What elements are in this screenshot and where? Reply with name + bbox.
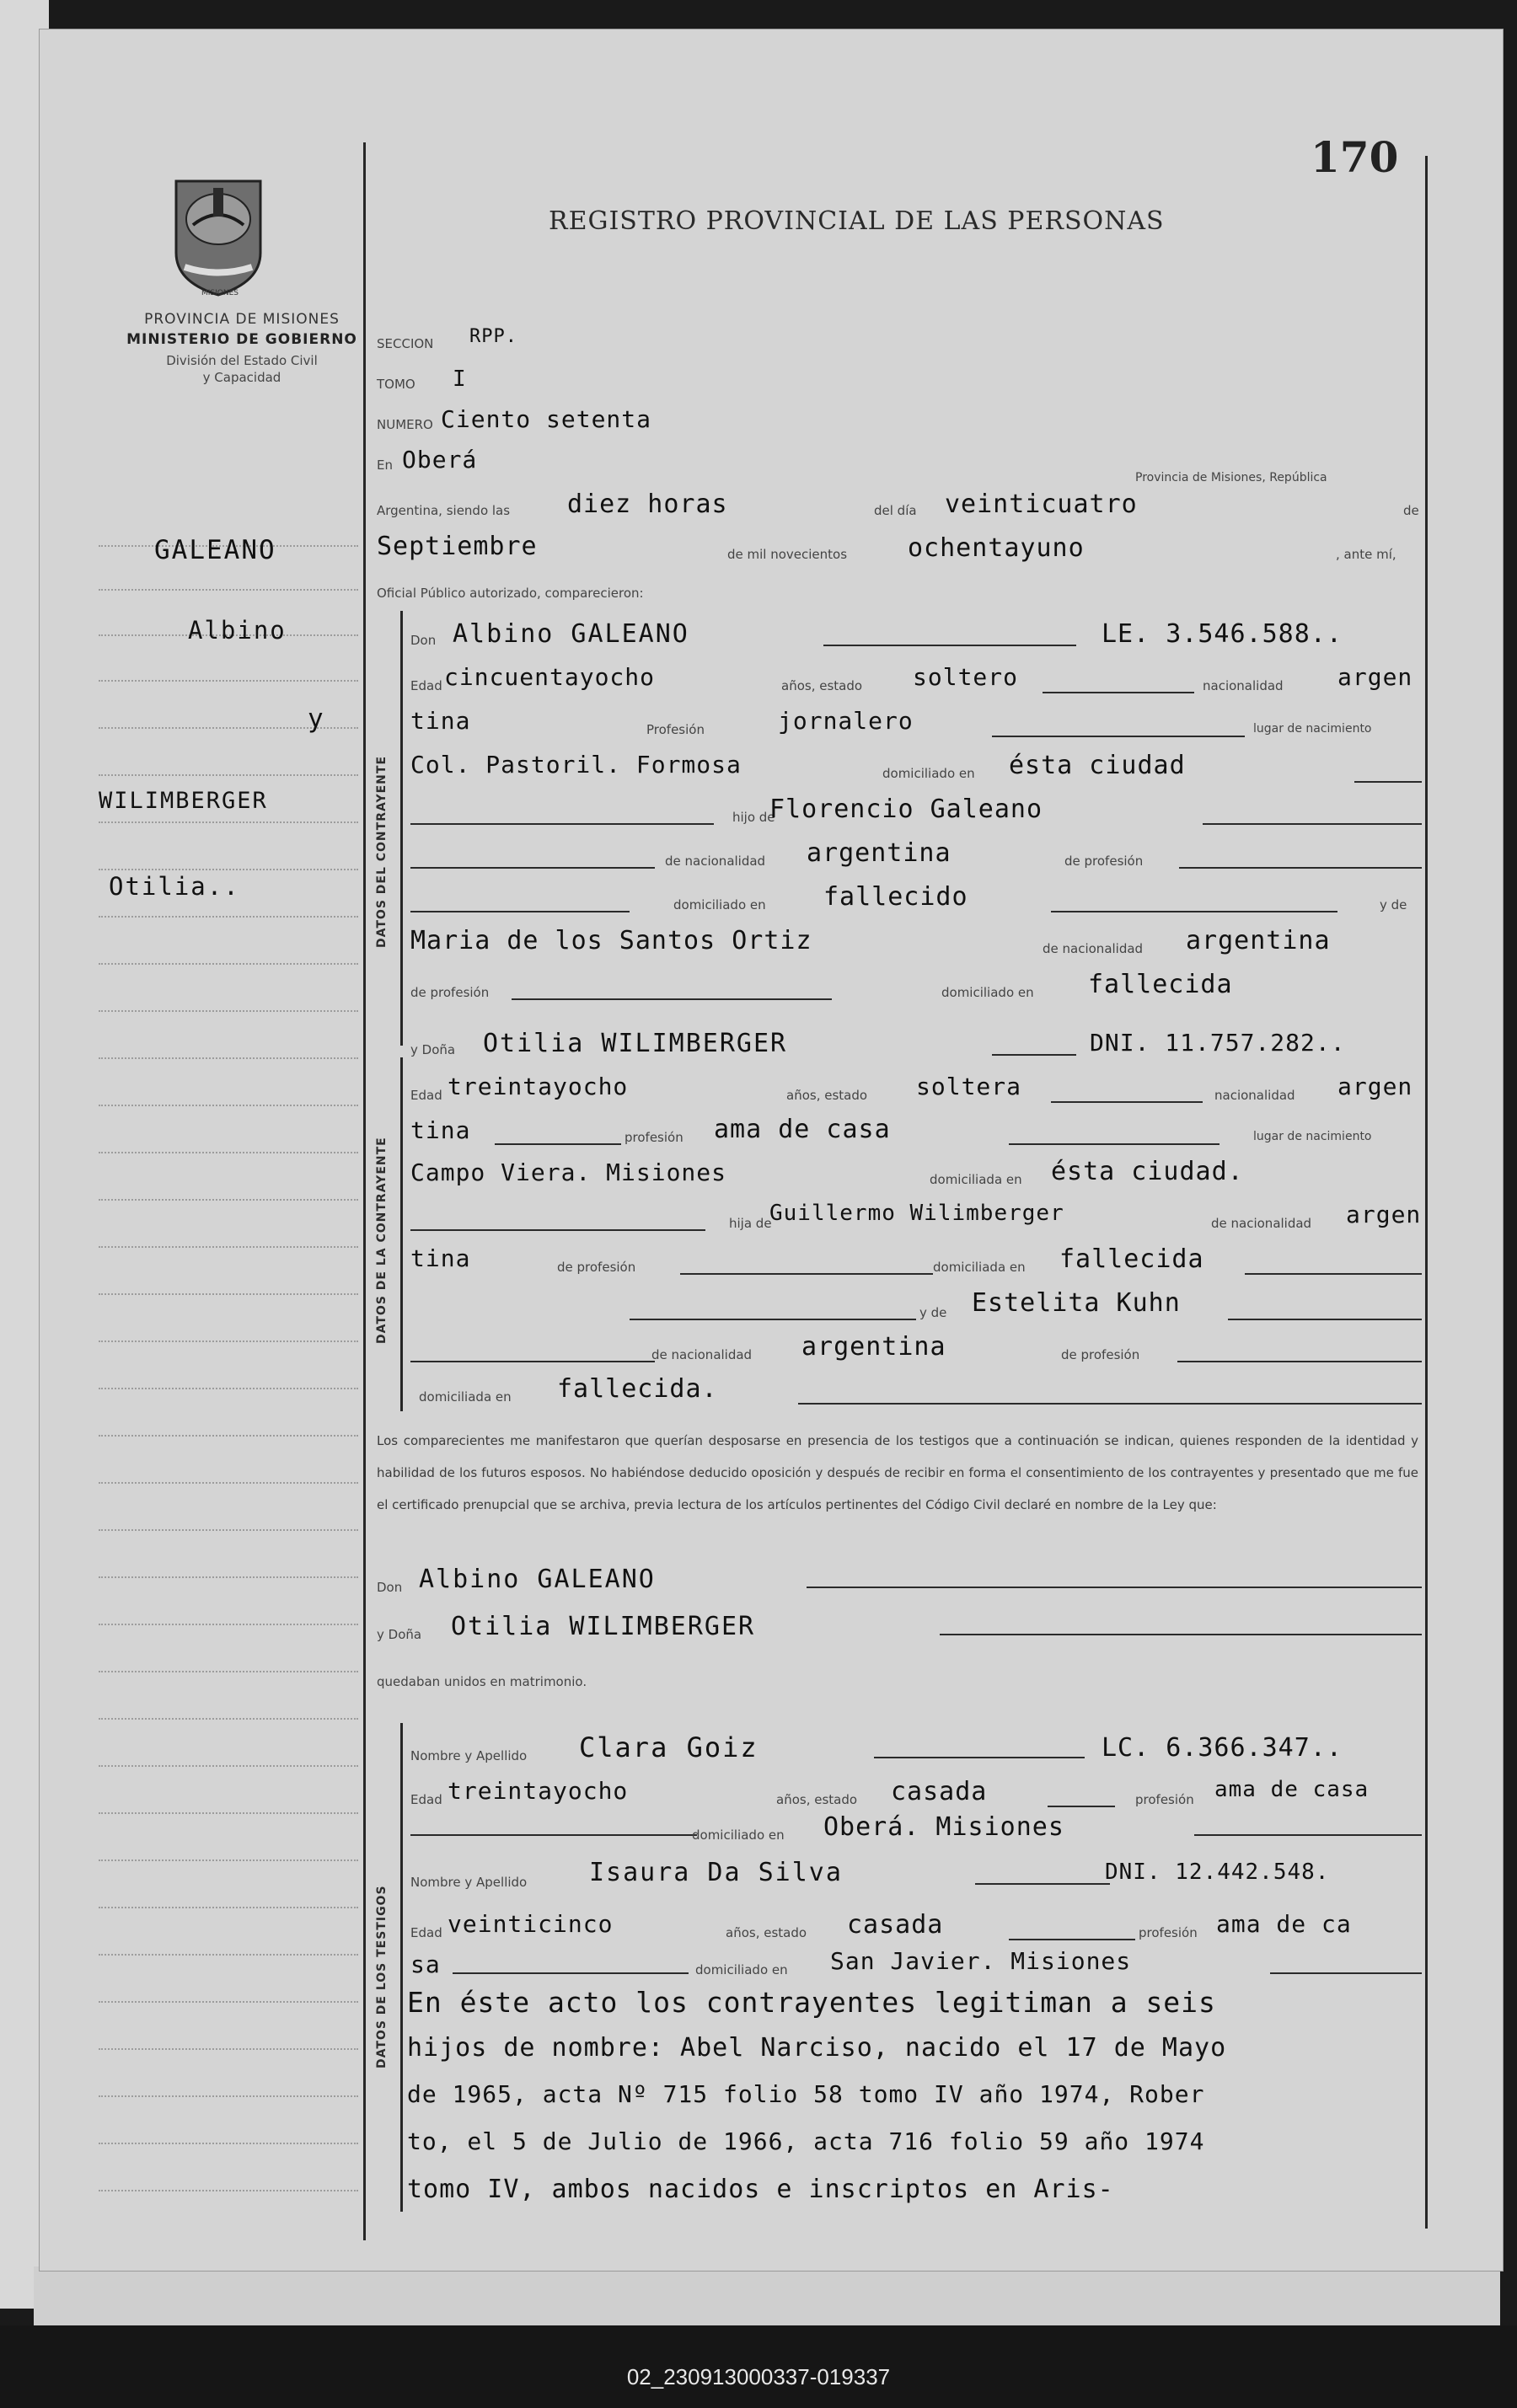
margin-surname: GALEANO (154, 535, 276, 565)
de-mil-label: de mil novecientos (727, 547, 848, 562)
edad-label: Edad (410, 678, 442, 693)
padre-dom-label-2: domiciliada en (933, 1260, 1026, 1275)
de-label: de (1403, 503, 1419, 518)
narrative-line: En éste acto los contrayentes legitiman a seis (407, 1986, 1216, 2019)
coat-of-arms-seal-icon (168, 173, 269, 299)
narrative-line: tomo IV, ambos nacidos e inscriptos en Aris- (407, 2175, 1114, 2204)
dia-value: veinticuatro (945, 490, 1138, 519)
anios-estado-label: años, estado (781, 678, 863, 693)
line (798, 1403, 1422, 1405)
line (807, 1587, 1422, 1588)
contrayenta-padre: Guillermo Wilimberger (769, 1201, 1064, 1226)
seal-caption: MISIONES (201, 289, 239, 297)
t2-name: Isaura Da Silva (589, 1858, 843, 1887)
contrayenta-madre-dom: fallecida. (557, 1374, 718, 1404)
contrayenta-padre-nac: argen (1346, 1201, 1422, 1228)
t1-label: Nombre y Apellido (410, 1748, 528, 1763)
contrayente-name: Albino GALEANO (453, 619, 689, 649)
hijo-label: hijo de (732, 810, 775, 825)
domicilio-label: domiciliado en (882, 766, 975, 781)
nacionalidad-label-2: nacionalidad (1214, 1088, 1295, 1103)
madre-nac: argentina (1186, 926, 1331, 955)
contrayenta-bracket (400, 1057, 403, 1411)
t2-dom-label: domiciliado en (695, 1962, 788, 1977)
domicilio-label-2: domiciliada en (930, 1172, 1022, 1187)
t1-edad: treintayocho (448, 1777, 629, 1805)
line (940, 1634, 1422, 1635)
madre-name: Maria de los Santos Ortiz (410, 926, 812, 955)
line (1009, 1939, 1135, 1940)
madre-nac-label: de nacionalidad (1043, 941, 1144, 956)
lugar-label: lugar de nacimiento (1253, 722, 1372, 736)
image-id-footer: 02_230913000337-019337 (626, 2364, 891, 2389)
contrayente-estado: soltero (913, 663, 1019, 691)
t2-prof-label: profesión (1139, 1925, 1198, 1940)
contrayenta-doc: DNI. 11.757.282.. (1090, 1029, 1346, 1057)
line (1048, 1806, 1115, 1807)
contrayente-dom: ésta ciudad (1009, 751, 1186, 780)
t1-name: Clara Goiz (579, 1731, 758, 1763)
t1-prof-label: profesión (1135, 1792, 1194, 1807)
quedaban-text: quedaban unidos en matrimonio. (377, 1674, 587, 1689)
declaration-paragraph: Los comparecientes me manifestaron que querían desposarse en presencia de los testigos que a continuación se indican, quienes responden de la identidad y habilidad de los futuros esposos. No habiéndose deducido oposición y después de recibir en forma el consentimiento de los contrayentes y presentado que me fue el certificado prenupcial que se archiva, previa lectura de los artículos pertinentes del Código Civil declaré en nombre de la Ley que: (377, 1433, 1418, 1512)
column-divider (363, 142, 366, 2240)
contrayente-lugar: Col. Pastoril. Formosa (410, 751, 742, 779)
line (1228, 1319, 1422, 1320)
contrayenta-madre-nac: argentina (801, 1332, 946, 1362)
madre-dom-label-2: domiciliada en (419, 1389, 512, 1405)
line (1009, 1143, 1219, 1145)
t2-doc: DNI. 12.442.548. (1105, 1860, 1330, 1885)
line (410, 867, 655, 869)
contrayenta-padre-nac-cont: tina (410, 1244, 471, 1272)
seccion-value: RPP. (469, 326, 517, 347)
narrative-line: de 1965, acta Nº 715 folio 58 tomo IV año 1974, Rober (407, 2080, 1205, 2108)
tomo-value: I (453, 367, 467, 392)
seccion-label: SECCION (377, 336, 434, 351)
nacionalidad-label: nacionalidad (1203, 678, 1284, 693)
del-dia-label: del día (874, 503, 917, 518)
line (975, 1883, 1110, 1885)
contrayenta-madre: Estelita Kuhn (972, 1288, 1181, 1318)
contrayenta-nac-cont: tina (410, 1116, 471, 1144)
testigos-bracket (400, 1723, 403, 2212)
padre-dom-label: domiciliado en (673, 897, 766, 912)
margin-conj: y (308, 704, 325, 734)
page-title: REGISTRO PROVINCIAL DE LAS PERSONAS (549, 206, 1165, 236)
line (495, 1143, 621, 1145)
page-number: 170 (1311, 132, 1399, 182)
decl-don-label: Don (377, 1580, 403, 1595)
t2-label: Nombre y Apellido (410, 1875, 528, 1890)
padre-nac-label-2: de nacionalidad (1211, 1216, 1312, 1231)
t2-dom: San Javier. Misiones (830, 1947, 1132, 1975)
t1-dom: Oberá. Misiones (823, 1812, 1064, 1842)
lugar-label-2: lugar de nacimiento (1253, 1130, 1372, 1143)
contrayenta-padre-dom: fallecida (1059, 1244, 1204, 1274)
contrayente-nac-cont: tina (410, 707, 471, 735)
line (453, 1972, 689, 1974)
line (410, 911, 630, 912)
numero-label: NUMERO (377, 417, 433, 432)
contrayente-edad: cincuentayocho (444, 663, 656, 691)
office-division: División del Estado Civil (166, 353, 318, 368)
contrayente-bracket (400, 611, 403, 1046)
right-border (1425, 156, 1428, 2229)
anio-value: ochentayuno (908, 533, 1085, 563)
contrayenta-side-label: DATOS DE LA CONTRAYENTE (375, 1137, 389, 1344)
contrayente-side-label: DATOS DEL CONTRAYENTE (375, 755, 389, 948)
contrayenta-name: Otilia WILIMBERGER (483, 1029, 788, 1058)
tomo-label: TOMO (377, 377, 415, 392)
en-value: Oberá (402, 446, 478, 474)
t1-edad-label: Edad (410, 1792, 442, 1807)
contrayenta-estado: soltera (916, 1073, 1022, 1100)
line (1179, 867, 1422, 869)
margin-name: Albino (188, 616, 287, 645)
line (410, 1229, 705, 1231)
y-de-label-2: y de (919, 1305, 947, 1320)
anios-estado-label-2: años, estado (786, 1088, 868, 1103)
madre-nac-label-2: de nacionalidad (651, 1347, 753, 1362)
mes-value: Septiembre (377, 532, 538, 561)
line (1051, 1101, 1203, 1103)
contrayenta-edad: treintayocho (448, 1073, 629, 1100)
line (1270, 1972, 1422, 1974)
margin-surname2: WILIMBERGER (99, 788, 268, 814)
line (874, 1757, 1085, 1758)
line (410, 1361, 655, 1362)
t2-prof: ama de ca (1216, 1910, 1352, 1938)
line (410, 823, 714, 825)
don-label: Don (410, 633, 437, 648)
line (992, 736, 1245, 737)
t2-edad: veinticinco (448, 1910, 614, 1938)
de-prof-label: de profesión (1064, 854, 1144, 869)
office-province: PROVINCIA DE MISIONES (144, 311, 340, 328)
line (1354, 781, 1422, 783)
padre-name: Florencio Galeano (769, 795, 1043, 824)
line (823, 645, 1076, 646)
t1-dom-label: domiciliado en (692, 1827, 785, 1843)
t1-estado-label: años, estado (776, 1792, 858, 1807)
t1-estado: casada (891, 1777, 988, 1806)
line (1177, 1361, 1422, 1362)
argentina-text: Argentina, siendo las (377, 503, 511, 518)
profesion-label-2: profesión (624, 1130, 683, 1145)
provincia-text: Provincia de Misiones, República (1135, 471, 1327, 484)
madre-prof-label: de profesión (410, 985, 490, 1000)
de-nac-label: de nacionalidad (665, 854, 766, 869)
register-page (39, 29, 1504, 2272)
decl-don-name: Albino GALEANO (419, 1565, 656, 1594)
line (992, 1054, 1076, 1056)
contrayente-prof: jornalero (778, 707, 914, 735)
contrayenta-dom: ésta ciudad. (1051, 1157, 1244, 1186)
contrayenta-lugar: Campo Viera. Misiones (410, 1159, 727, 1186)
t1-prof: ama de casa (1214, 1777, 1370, 1802)
decl-dona-name: Otilia WILIMBERGER (451, 1612, 756, 1641)
office-ministry: MINISTERIO DE GOBIERNO (126, 331, 357, 348)
numero-value: Ciento setenta (441, 405, 652, 433)
contrayente-nac: argen (1337, 663, 1413, 691)
oficial-text: Oficial Público autorizado, comparecieron: (377, 586, 644, 601)
t2-estado-label: años, estado (726, 1925, 807, 1940)
office-block (73, 311, 410, 385)
madre-dom: fallecida (1088, 970, 1233, 999)
margin-name2: Otilia.. (109, 872, 240, 901)
madre-dom-label: domiciliado en (941, 985, 1034, 1000)
line (1194, 1834, 1422, 1836)
edad-label-2: Edad (410, 1088, 442, 1103)
t2-estado: casada (847, 1910, 944, 1940)
contrayenta-nac: argen (1337, 1073, 1413, 1100)
t1-doc: LC. 6.366.347.. (1102, 1733, 1343, 1763)
dona-label: y Doña (410, 1042, 456, 1057)
book-bottom-edge (34, 2266, 1500, 2325)
t2-edad-label: Edad (410, 1925, 442, 1940)
de-prof-label-2: de profesión (557, 1260, 636, 1275)
contrayenta-prof: ama de casa (714, 1115, 891, 1144)
en-label: En (377, 458, 393, 473)
padre-dom: fallecido (823, 882, 968, 912)
y-de-label: y de (1380, 897, 1407, 912)
line (512, 998, 832, 1000)
profesion-label: Profesión (646, 722, 705, 737)
line (1051, 911, 1337, 912)
madre-prof-label-2: de profesión (1061, 1347, 1140, 1362)
office-capacity: y Capacidad (202, 370, 281, 385)
contrayente-doc: LE. 3.546.588.. (1102, 619, 1343, 649)
horas-value: diez horas (567, 490, 728, 519)
decl-dona-label: y Doña (377, 1627, 422, 1642)
line (1245, 1273, 1422, 1275)
padre-nac: argentina (807, 838, 951, 868)
narrative-line: to, el 5 de Julio de 1966, acta 716 folio 59 año 1974 (407, 2127, 1205, 2155)
testigos-side-label: DATOS DE LOS TESTIGOS (375, 1885, 389, 2068)
line (1203, 823, 1422, 825)
line (680, 1273, 933, 1275)
ante-mi-label: , ante mí, (1336, 547, 1396, 562)
hija-label: hija de (729, 1216, 772, 1231)
narrative-line: hijos de nombre: Abel Narciso, nacido el 17 de Mayo (407, 2033, 1227, 2063)
t2-prof-cont: sa (410, 1950, 441, 1978)
line (630, 1319, 916, 1320)
line (1043, 692, 1194, 693)
line (410, 1834, 697, 1836)
